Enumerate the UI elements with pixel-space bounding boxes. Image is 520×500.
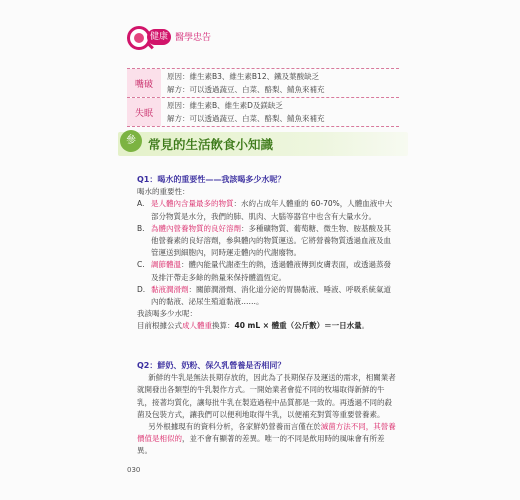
question-title: Q2：鮮奶、奶粉、保久乳營養是否相同？ bbox=[137, 361, 286, 370]
row-content bbox=[161, 98, 325, 126]
list-item: B. 為體內營養物質的良好溶劑：多種礦物質、葡萄糖、微生物、胺基酸及其他營養素的良好溶劑，參與體內的物質運送。它將營養物質透過血液及血管運送到細胞內，同時運走體內的代謝廢物。 bbox=[137, 223, 391, 258]
q2-block bbox=[137, 360, 397, 458]
symptom-table bbox=[127, 68, 399, 127]
row-line: 原因：維生素B、維生素D及鎂缺乏 bbox=[167, 101, 283, 110]
list-item: A. 是人體內含量最多的物質：水約占成年人體重的 60-70%，人體血液中大部分物質是水分，我們的肺、肌肉、大腦等器官中也含有大量水分。 bbox=[137, 199, 393, 221]
table-row bbox=[127, 69, 399, 98]
question-title: Q1：喝水的重要性——我該喝多少水呢？ bbox=[137, 175, 286, 184]
paragraph: 新鮮的牛乳是無法長期存放的，因此為了長期保存及運送的需求，相關業者就開發出各類型的牛乳製作方式。一開始業者會從不同的牧場取得新鮮的牛乳，接著均質化，讓每批牛乳在製造過程中品質都是一致的。再透過不同的殺菌及包裝方式，讓我們可以便利地取得牛乳，以便補充對質等重要營養素。 bbox=[137, 373, 396, 419]
table-row bbox=[127, 98, 399, 127]
chapter-badge bbox=[127, 26, 211, 48]
badge-subtitle: 醫學忠告 bbox=[175, 33, 212, 43]
page-number: 030 bbox=[127, 466, 141, 474]
row-label: 失眠 bbox=[127, 98, 161, 126]
section-title: 常見的生活飲食小知識 bbox=[148, 137, 274, 152]
row-line: 解方：可以透過蔬豆、白菜、酪梨、鯖魚來補充 bbox=[167, 114, 325, 123]
list-item: C. 調節體溫：體內能量代謝產生的熱，透過體液傳到皮膚表面，或透過蒸發及排汗帶走多餘的熱量來保持體溫恆定。 bbox=[137, 260, 391, 282]
row-line: 原因：維生素B3、維生素B12、鐵及葉酸缺乏 bbox=[167, 72, 320, 81]
paragraph: 另外根據現有的資料分析，各家鮮奶營養而言僅在於滅菌方法不同，其營養價值是相似的，並不會有顯著的差異。唯一的不同是飲用時的風味會有所差異。 bbox=[137, 422, 396, 456]
row-label: 嘴破 bbox=[127, 69, 161, 97]
row-line: 解方：可以透過蔬豆、白菜、酪梨、鯖魚來補充 bbox=[167, 85, 325, 94]
formula-line: 目前根據公式成人體重換算：40 mL × 體重（公斤數）＝一日水量。 bbox=[137, 321, 370, 331]
list-item: D. 黏液潤滑劑：關節潤滑劑、消化道分泌的胃腸黏液、唾液、呼吸系統氣道內的黏液、泌尿生殖道黏液……。 bbox=[137, 284, 391, 307]
q1-block bbox=[137, 174, 397, 333]
how-much-text: 我該喝多少水呢： bbox=[137, 309, 197, 319]
row-content bbox=[161, 69, 325, 97]
badge-pill: 健康 bbox=[147, 29, 171, 45]
section-heading bbox=[118, 130, 408, 158]
section-icon: 參 bbox=[120, 130, 142, 152]
intro-text: 喝水的重要性： bbox=[137, 187, 190, 197]
